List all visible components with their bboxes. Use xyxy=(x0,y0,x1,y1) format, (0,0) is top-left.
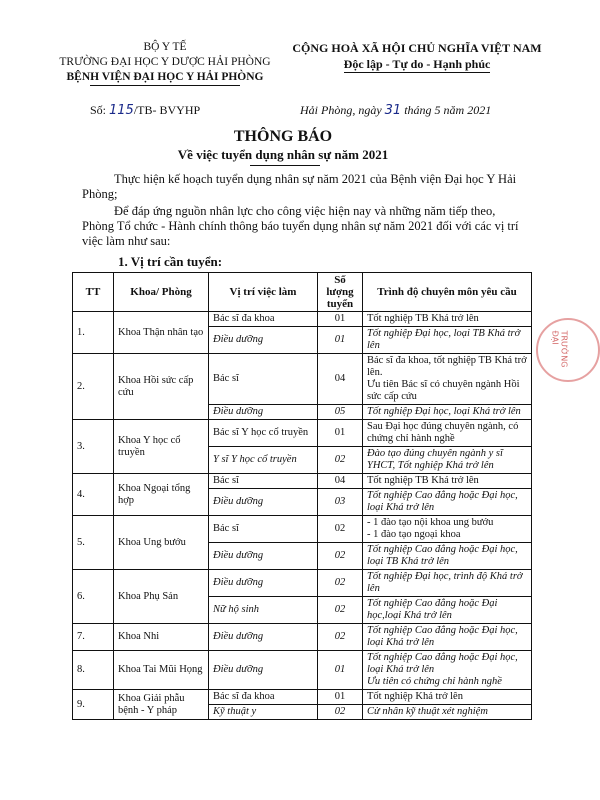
col-header-dept: Khoa/ Phòng xyxy=(114,273,209,312)
date-before: Hải Phòng, ngày xyxy=(300,103,382,117)
cell-tt: 3. xyxy=(73,420,114,474)
date-day-handwritten: 31 xyxy=(384,103,402,118)
requirement-line: Tốt nghiệp Đại học, trình độ Khá trở lên xyxy=(367,571,523,594)
cell-quantity: 02 xyxy=(318,597,363,624)
cell-position: Bác sĩ đa khoa xyxy=(209,312,318,327)
requirement-line-2: - 1 đào tạo ngoại khoa xyxy=(367,529,461,540)
cell-department: Khoa Nhi xyxy=(114,624,209,651)
cell-requirement xyxy=(363,597,532,624)
cell-requirement xyxy=(363,690,532,705)
nation-name: CỘNG HOÀ XÃ HỘI CHỦ NGHĨA VIỆT NAM xyxy=(292,41,542,55)
requirement-line: Tốt nghiệp Cao đẳng hoặc Đại học,loại Khá trở lên xyxy=(367,598,498,621)
cell-position: Điều dưỡng xyxy=(209,327,318,354)
requirement-line: Đào tạo đúng chuyên ngành y sĩ YHCT, Tốt nghiệp Khá trở lên xyxy=(367,448,503,471)
requirement-line: Tốt nghiệp Cao đẳng hoặc Đại học, loại Khá trở lên xyxy=(367,652,518,675)
requirement-line: Tốt nghiệp Đại học, loại Khá trở lên xyxy=(367,406,521,417)
table-row xyxy=(73,651,532,690)
cell-quantity: 02 xyxy=(318,516,363,543)
cell-position: Bác sĩ xyxy=(209,516,318,543)
header-left xyxy=(50,40,280,86)
requirement-line: Tốt nghiệp Cao đẳng hoặc Đại học, loại TB Khá trở lên xyxy=(367,544,518,567)
cell-tt: 1. xyxy=(73,312,114,354)
cell-requirement xyxy=(363,354,532,405)
cell-position: Nữ hộ sinh xyxy=(209,597,318,624)
cell-department: Khoa Ngoại tổng hợp xyxy=(114,474,209,516)
col-header-tt: TT xyxy=(73,273,114,312)
cell-department: Khoa Hồi sức cấp cứu xyxy=(114,354,209,420)
cell-quantity: 02 xyxy=(318,570,363,597)
cell-requirement xyxy=(363,312,532,327)
table-row xyxy=(73,516,532,543)
doc-no-suffix: /TB- BVYHP xyxy=(133,103,201,117)
org-ministry: BỘ Y TẾ xyxy=(143,41,187,53)
cell-position: Bác sĩ đa khoa xyxy=(209,690,318,705)
table-row xyxy=(73,624,532,651)
doc-no-handwritten: 115 xyxy=(109,103,134,118)
cell-requirement xyxy=(363,705,532,720)
cell-quantity: 04 xyxy=(318,354,363,405)
cell-position: Điều dưỡng xyxy=(209,543,318,570)
requirement-line-2: Ưu tiên có chứng chỉ hành nghề xyxy=(367,676,502,687)
stamp-text: TRƯỜNG ĐẠI xyxy=(550,330,569,368)
cell-tt: 7. xyxy=(73,624,114,651)
requirement-line: Cử nhân kỹ thuật xét nghiệm xyxy=(367,706,488,717)
requirement-line-2: Ưu tiên Bác sĩ có chuyên ngành Hồi sức cấp cứu xyxy=(367,379,520,402)
cell-requirement xyxy=(363,474,532,489)
section-heading: 1. Vị trí cần tuyển: xyxy=(118,254,223,269)
cell-position: Bác sĩ xyxy=(209,474,318,489)
cell-requirement xyxy=(363,405,532,420)
requirement-line: Tốt nghiệp Khá trở lên xyxy=(367,691,463,702)
doc-subtitle: Về việc tuyển dụng nhân sự năm 2021 xyxy=(177,147,389,162)
requirement-line: Tốt nghiệp Cao đẳng hoặc Đại học, loại Khá trở lên xyxy=(367,490,518,513)
cell-department: Khoa Giải phẫu bệnh - Y pháp xyxy=(114,690,209,720)
table-row xyxy=(73,690,532,705)
table-row xyxy=(73,570,532,597)
subtitle-underline xyxy=(250,165,320,166)
cell-department: Khoa Thận nhân tạo xyxy=(114,312,209,354)
cell-position: Điều dưỡng xyxy=(209,405,318,420)
cell-tt: 2. xyxy=(73,354,114,420)
col-header-quantity: Số lượng tuyển xyxy=(318,273,363,312)
cell-position: Điều dưỡng xyxy=(209,489,318,516)
header-right xyxy=(282,40,552,73)
table-row xyxy=(73,420,532,447)
cell-requirement xyxy=(363,447,532,474)
cell-department: Khoa Phụ Sản xyxy=(114,570,209,624)
cell-tt: 9. xyxy=(73,690,114,720)
table-row xyxy=(73,354,532,405)
table-body xyxy=(73,312,532,720)
paragraph-1: Thực hiện kế hoạch tuyển dụng nhân sự năm 2021 của Bệnh viện Đại học Y Hải Phòng; xyxy=(82,172,517,201)
cell-requirement xyxy=(363,420,532,447)
cell-quantity: 03 xyxy=(318,489,363,516)
cell-requirement xyxy=(363,516,532,543)
cell-position: Điều dưỡng xyxy=(209,624,318,651)
requirement-line: Sau Đại học đúng chuyên ngành, có chứng chỉ hành nghề xyxy=(367,421,519,444)
cell-department: Khoa Ung bướu xyxy=(114,516,209,570)
document-date xyxy=(300,103,491,118)
table-row xyxy=(73,312,532,327)
cell-tt: 4. xyxy=(73,474,114,516)
cell-quantity: 01 xyxy=(318,420,363,447)
cell-requirement xyxy=(363,651,532,690)
cell-requirement xyxy=(363,570,532,597)
cell-position: Kỹ thuật y xyxy=(209,705,318,720)
cell-requirement xyxy=(363,489,532,516)
cell-quantity: 01 xyxy=(318,690,363,705)
doc-no-prefix: Số: xyxy=(90,103,107,117)
cell-position: Điều dưỡng xyxy=(209,570,318,597)
cell-department: Khoa Tai Mũi Họng xyxy=(114,651,209,690)
cell-quantity: 02 xyxy=(318,447,363,474)
cell-tt: 6. xyxy=(73,570,114,624)
motto: Độc lập - Tự do - Hạnh phúc xyxy=(343,57,491,71)
cell-quantity: 02 xyxy=(318,705,363,720)
cell-quantity: 04 xyxy=(318,474,363,489)
table-row xyxy=(73,474,532,489)
cell-position: Điều dưỡng xyxy=(209,651,318,690)
cell-requirement xyxy=(363,327,532,354)
paragraph-2: Để đáp ứng nguồn nhân lực cho công việc hiện nay và những năm tiếp theo, Phòng Tổ chức - Hành chính thông báo tuyển dụng nhân sự năm 2021 đối với các vị trí việc làm như sau: xyxy=(82,204,519,248)
cell-quantity: 05 xyxy=(318,405,363,420)
cell-quantity: 01 xyxy=(318,327,363,354)
cell-tt: 8. xyxy=(73,651,114,690)
cell-quantity: 01 xyxy=(318,651,363,690)
cell-quantity: 02 xyxy=(318,543,363,570)
doc-title: THÔNG BÁO xyxy=(233,128,333,145)
col-header-requirement: Trình độ chuyên môn yêu cầu xyxy=(363,273,532,312)
requirement-line: Tốt nghiệp Đại học, loại TB Khá trở lên xyxy=(367,328,521,351)
requirement-line: Tốt nghiệp TB Khá trở lên xyxy=(367,313,479,324)
document-number xyxy=(90,103,200,118)
cell-tt: 5. xyxy=(73,516,114,570)
cell-position: Bác sĩ xyxy=(209,354,318,405)
table-header-row xyxy=(73,273,532,312)
cell-department: Khoa Y học cổ truyền xyxy=(114,420,209,474)
cell-position: Bác sĩ Y học cổ truyền xyxy=(209,420,318,447)
org-university: TRƯỜNG ĐẠI HỌC Y DƯỢC HẢI PHÒNG xyxy=(59,56,271,68)
header-left-underline xyxy=(90,85,240,86)
cell-quantity: 01 xyxy=(318,312,363,327)
org-hospital: BỆNH VIỆN ĐẠI HỌC Y HẢI PHÒNG xyxy=(66,71,264,83)
cell-position: Y sĩ Y học cổ truyền xyxy=(209,447,318,474)
date-after: tháng 5 năm 2021 xyxy=(404,103,492,117)
recruitment-table xyxy=(72,272,532,720)
cell-requirement xyxy=(363,543,532,570)
requirement-line: Bác sĩ đa khoa, tốt nghiệp TB Khá trở lên. xyxy=(367,355,527,378)
requirement-line: - 1 đào tạo nội khoa ung bướu xyxy=(367,517,494,528)
cell-requirement xyxy=(363,624,532,651)
requirement-line: Tốt nghiệp TB Khá trở lên xyxy=(367,475,479,486)
col-header-position: Vị trí việc làm xyxy=(209,273,318,312)
requirement-line: Tốt nghiệp Cao đẳng hoặc Đại học, loại Khá trở lên xyxy=(367,625,518,648)
cell-quantity: 02 xyxy=(318,624,363,651)
